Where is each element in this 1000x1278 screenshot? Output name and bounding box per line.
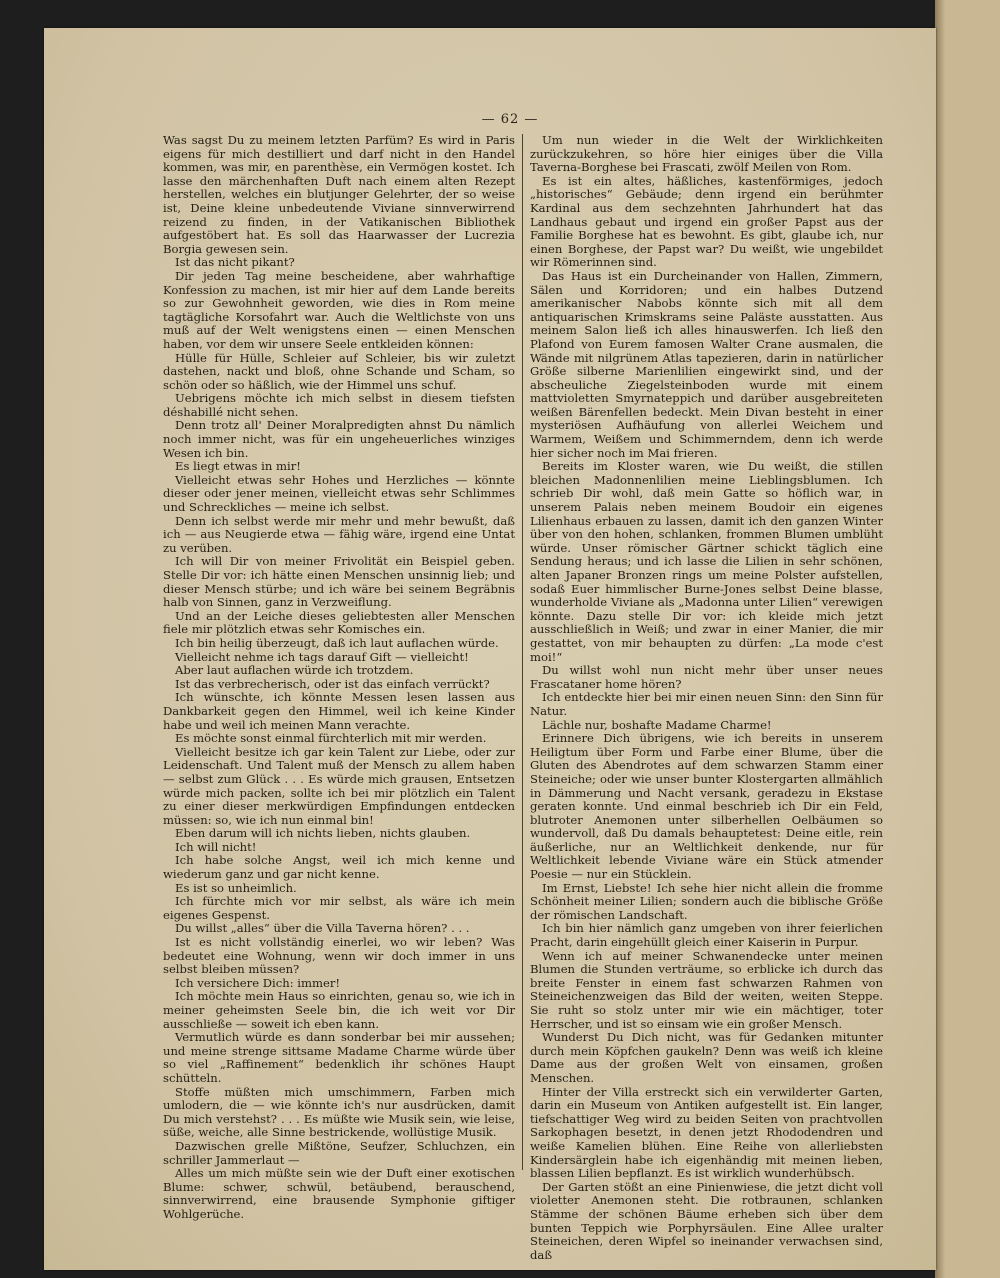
paragraph: Der Garten stößt an eine Pinienwiese, die jetzt dicht voll violetter Anemonen steht. Die rotbraunen, schlanken Stämme der schönen Bäume erheben sich über dem bunten Teppich wie Porphyrsäulen. Eine Allee uralter Steineichen, deren Wipfel so ineinander verwachsen sind, daß bbox=[530, 1179, 883, 1262]
paragraph: Es liegt etwas in mir! bbox=[175, 459, 301, 474]
paragraph: Vielleicht etwas sehr Hohes und Herzliches — könnte dieser oder jener meinen, vielleicht etwas sehr Schlimmes und Schreckliches — meine ich selbst. bbox=[163, 472, 515, 515]
paragraph: Um nun wieder in die Welt der Wirklichkeiten zurückzukehren, so höre hier einiges über die Villa Taverna-Borghese bei Frascati, zwölf Meilen von Rom. bbox=[530, 133, 883, 175]
paragraph: Es ist ein altes, häßliches, kastenförmiges, jedoch „historisches“ Gebäude; denn irgend ein berühmter Kardinal aus dem sechzehnten Jahrhundert hat das Landhaus gebaut und irgend ein großer Papst aus der Familie Borghese hat es bewohnt. Es gibt, glaube ich, nur einen Borghese, der Papst war? Du weißt, wie ungebildet wir Römerinnen sind. bbox=[530, 173, 883, 270]
paragraph: Ich möchte mein Haus so einrichten, genau so, wie ich in meiner geheimsten Seele bin, die ich weit vor Dir ausschließe — soweit ich eben kann. bbox=[163, 989, 515, 1031]
paragraph: Wunderst Du Dich nicht, was für Gedanken mitunter durch mein Köpfchen gaukeln? Denn was weiß ich kleine Dame aus der großen Welt von einsamen, großen Menschen. bbox=[530, 1030, 883, 1085]
paragraph: Bereits im Kloster waren, wie Du weißt, die stillen bleichen Madonnenlilien meine Lieblingsblumen. Ich schrieb Dir wohl, daß mein Gatte so höflich war, in unserem Palais neben meinem Boudoir ein eigenes Lilienhaus erbauen zu lassen, damit ich den ganzen Winter über von den hohen, schlanken, frommen Blumen umblüht würde. Unser römischer Gärtner schickt täglich eine Sendung heraus; und ich lasse die Lilien in sehr schönen, alten Japaner Bronzen rings um meine Polster aufstellen, sodaß Euer himmlischer Burne-Jones selbst Deine blasse, wunderholde Viviane als „Madonna unter Lilien“ verewigen könnte. Dazu stelle Dir vor: ich kleide mich jetzt ausschließlich in Weiß; und zwar in einer Manier, die mir gestattet, von mir behaupten zu dürfen: „La mode c'est moi!“ bbox=[530, 459, 883, 664]
paragraph: Vermutlich würde es dann sonderbar bei mir aussehen; und meine strenge sittsame Madame Charme würde über so viel „Raffinement“ bedenklich ihr schönes Haupt schütteln. bbox=[163, 1030, 515, 1085]
paragraph: Dir jeden Tag meine bescheidene, aber wahrhaftige Konfession zu machen, ist mir hier auf dem Lande bereits so zur Gewohnheit geworden, wie dies in Rom meine tagtägliche Korsofahrt war. Auch die Weltlichste von uns muß auf der Welt wenigstens einen — einen Menschen haben, vor dem wir unsere Seele entkleiden können: bbox=[163, 268, 515, 351]
right-column bbox=[530, 133, 883, 1262]
paragraph: Wenn ich auf meiner Schwanendecke unter meinen Blumen die Stunden verträume, so erblicke ich durch das breite Fenster in einem fast schwarzen Rahmen von Steineichenzweigen das Bild der weiten, weiten Steppe. Sie ruht so stolz unter mir wie ein mächtiger, toter Herrscher, und ist so einsam wie ein großer Mensch. bbox=[530, 948, 883, 1031]
paragraph: Ist das nicht pikant? bbox=[175, 255, 295, 270]
page-number: — 62 — bbox=[481, 112, 539, 127]
paragraph: Du willst „alles“ über die Villa Taverna hören? . . . bbox=[175, 921, 470, 936]
adjacent-page-edge bbox=[935, 0, 1000, 1278]
paragraph: Vielleicht nehme ich tags darauf Gift — vielleicht! bbox=[175, 649, 469, 664]
paragraph: Im Ernst, Liebste! Ich sehe hier nicht allein die fromme Schönheit meiner Lilien; sondern auch die biblische Größe der römischen Landschaft. bbox=[530, 880, 883, 922]
paragraph: Ich versichere Dich: immer! bbox=[175, 975, 341, 990]
paragraph: Aber laut auflachen würde ich trotzdem. bbox=[175, 663, 414, 678]
paragraph: Hülle für Hülle, Schleier auf Schleier, bis wir zuletzt dastehen, nackt und bloß, ohne Schande und Scham, so schön oder so häßlich, wie der Himmel uns schuf. bbox=[163, 350, 515, 392]
paragraph: Und an der Leiche dieses geliebtesten aller Menschen fiele mir plötzlich etwas sehr Komisches ein. bbox=[163, 608, 515, 637]
paragraph: Lächle nur, boshafte Madame Charme! bbox=[542, 717, 772, 732]
paragraph: Ich will Dir von meiner Frivolität ein Beispiel geben. Stelle Dir vor: ich hätte einen Menschen unsinnig lieb; und dieser Mensch stürbe; und ich wäre bei seinem Begräbnis halb von Sinnen, ganz in Verzweiflung. bbox=[163, 554, 515, 610]
paragraph: Alles um mich müßte sein wie der Duft einer exotischen Blume: schwer, schwül, betäubend, berauschend, sinnverwirrend, eine brausende Symphonie giftiger Wohlgerüche. bbox=[163, 1166, 515, 1221]
paragraph: Ich bin hier nämlich ganz umgeben von ihrer feierlichen Pracht, darin eingehüllt gleich einer Kaiserin in Purpur. bbox=[530, 921, 883, 950]
paragraph: Vielleicht besitze ich gar kein Talent zur Liebe, oder zur Leidenschaft. Und Talent muß der Mensch zu allem haben — selbst zum Glück . . . Es würde mich grausen, Entsetzen würde mich packen, sollte ich bei mir plötzlich ein Talent zu einer dieser merkwürdigen Empfindungen entdecken müssen: so, wie ich nun einmal bin! bbox=[163, 744, 515, 827]
paragraph: Ich entdeckte hier bei mir einen neuen Sinn: den Sinn für Natur. bbox=[530, 690, 883, 718]
paragraph: Dazwischen grelle Mißtöne, Seufzer, Schluchzen, ein schriller Jammerlaut — bbox=[163, 1138, 515, 1167]
paragraph: Was sagst Du zu meinem letzten Parfüm? Es wird in Paris eigens für mich destilliert und darf nicht in den Handel kommen, was mir, en parenthèse, ein Vermögen kostet. Ich lasse den märchenhaften Duft nach einem alten Rezept herstellen, welches ein blutjunger Gelehrter, der so weise ist, Deine kleine unbedeutende Viviane sinnverwirrend reizend zu finden, in der Vatikanischen Bibliothek aufgestöbert hat. Es soll das Haarwasser der Lucrezia Borgia gewesen sein. bbox=[163, 133, 515, 256]
paragraph: Uebrigens möchte ich mich selbst in diesem tiefsten déshabillé nicht sehen. bbox=[163, 391, 515, 419]
paragraph: Erinnere Dich übrigens, wie ich bereits in unserem Heiligtum über Form und Farbe einer Blume, über die Gluten des Abendrotes auf dem schwarzen Stamm einer Steineiche; oder wie unser bunter Klostergarten allmählich in Dämmerung und Nacht versank, geradezu in Ekstase geraten konnte. Und einmal beschrieb ich Dir ein Feld, blutroter Anemonen unter silberhellen Oelbäumen so wundervoll, daß Du damals behauptetest: Deine eitle, rein äußerliche, nur an Weltlichkeit denkende, nur für Weltlichkeit lebende Viviane wäre ein Stück atmender Poesie — nur ein Stücklein. bbox=[530, 731, 883, 882]
paragraph: Ich bin heilig überzeugt, daß ich laut auflachen würde. bbox=[175, 635, 499, 650]
paragraph: Ich will nicht! bbox=[175, 839, 257, 854]
paragraph: Stoffe müßten mich umschimmern, Farben mich umlodern, die — wie könnte ich's nur ausdrücken, damit Du mich verstehst? . . . Es müßte wie Musik sein, wie leise, süße, weiche, alle Sinne bestrickende, wollüstige Musik. bbox=[163, 1084, 515, 1140]
paragraph: Denn trotz all' Deiner Moralpredigten ahnst Du nämlich noch immer nicht, was für ein ungeheuerliches winziges Wesen ich bin. bbox=[163, 418, 515, 460]
paragraph: Du willst wohl nun nicht mehr über unser neues Frascataner home hören? bbox=[530, 663, 883, 691]
paragraph: Denn ich selbst werde mir mehr und mehr bewußt, daß ich — aus Neugierde etwa — fähig wäre, irgend eine Untat zu verüben. bbox=[163, 513, 515, 555]
column-divider bbox=[522, 134, 523, 1170]
paragraph: Ist das verbrecherisch, oder ist das einfach verrückt? bbox=[175, 676, 490, 691]
paragraph: Hinter der Villa erstreckt sich ein verwilderter Garten, darin ein Museum von Antiken aufgestellt ist. Ein langer, tiefschattiger Weg wird zu beiden Seiten von prachtvollen Sarkophagen besetzt, in denen jetzt Rhododendren und weiße Kamelien blühen. Eine Reihe von allerliebsten Kindersärglein habe ich eigenhändig mit meinen lieben, blassen Lilien bepflanzt. Es ist wirklich wunderhübsch. bbox=[530, 1084, 883, 1181]
paragraph: Das Haus ist ein Durcheinander von Hallen, Zimmern, Sälen und Korridoren; und ein halbes Dutzend amerikanischer Nabobs könnte sich mit all dem antiquarischen Krimskrams seine Paläste ausstatten. Aus meinem Salon ließ ich alles hinauswerfen. Ich ließ den Plafond von Eurem famosen Walter Crane ausmalen, die Wände mit nilgrünem Atlas tapezieren, darin in natürlicher Größe silberne Marienlilien eingewirkt sind, und der abscheuliche Ziegelsteinboden wurde mit einem mattvioletten Smyrnateppich und darüber ausgebreiteten weißen Bärenfellen bedeckt. Mein Divan besteht in einer mysteriösen Aufhäufung von allerlei Weichem und Warmem, Weißem und Schimmerndem, denn ich werde hier sicher noch im Mai frieren. bbox=[530, 268, 883, 460]
paragraph: Ich fürchte mich vor mir selbst, als wäre ich mein eigenes Gespenst. bbox=[163, 894, 515, 922]
paragraph: Es ist so unheimlich. bbox=[175, 880, 297, 895]
paragraph: Ich habe solche Angst, weil ich mich kenne und wiederum ganz und gar nicht kenne. bbox=[163, 853, 515, 882]
paragraph: Ich wünschte, ich könnte Messen lesen lassen aus Dankbarkeit gegen den Himmel, weil ich keine Kinder habe und weil ich meinen Mann verachte. bbox=[163, 690, 515, 732]
paragraph: Eben darum will ich nichts lieben, nichts glauben. bbox=[175, 826, 471, 841]
left-column bbox=[163, 133, 515, 1221]
paragraph: Es möchte sonst einmal fürchterlich mit mir werden. bbox=[175, 731, 487, 746]
paragraph: Ist es nicht vollständig einerlei, wo wir leben? Was bedeutet eine Wohnung, wenn wir doch immer in uns selbst bleiben müssen? bbox=[163, 935, 515, 977]
